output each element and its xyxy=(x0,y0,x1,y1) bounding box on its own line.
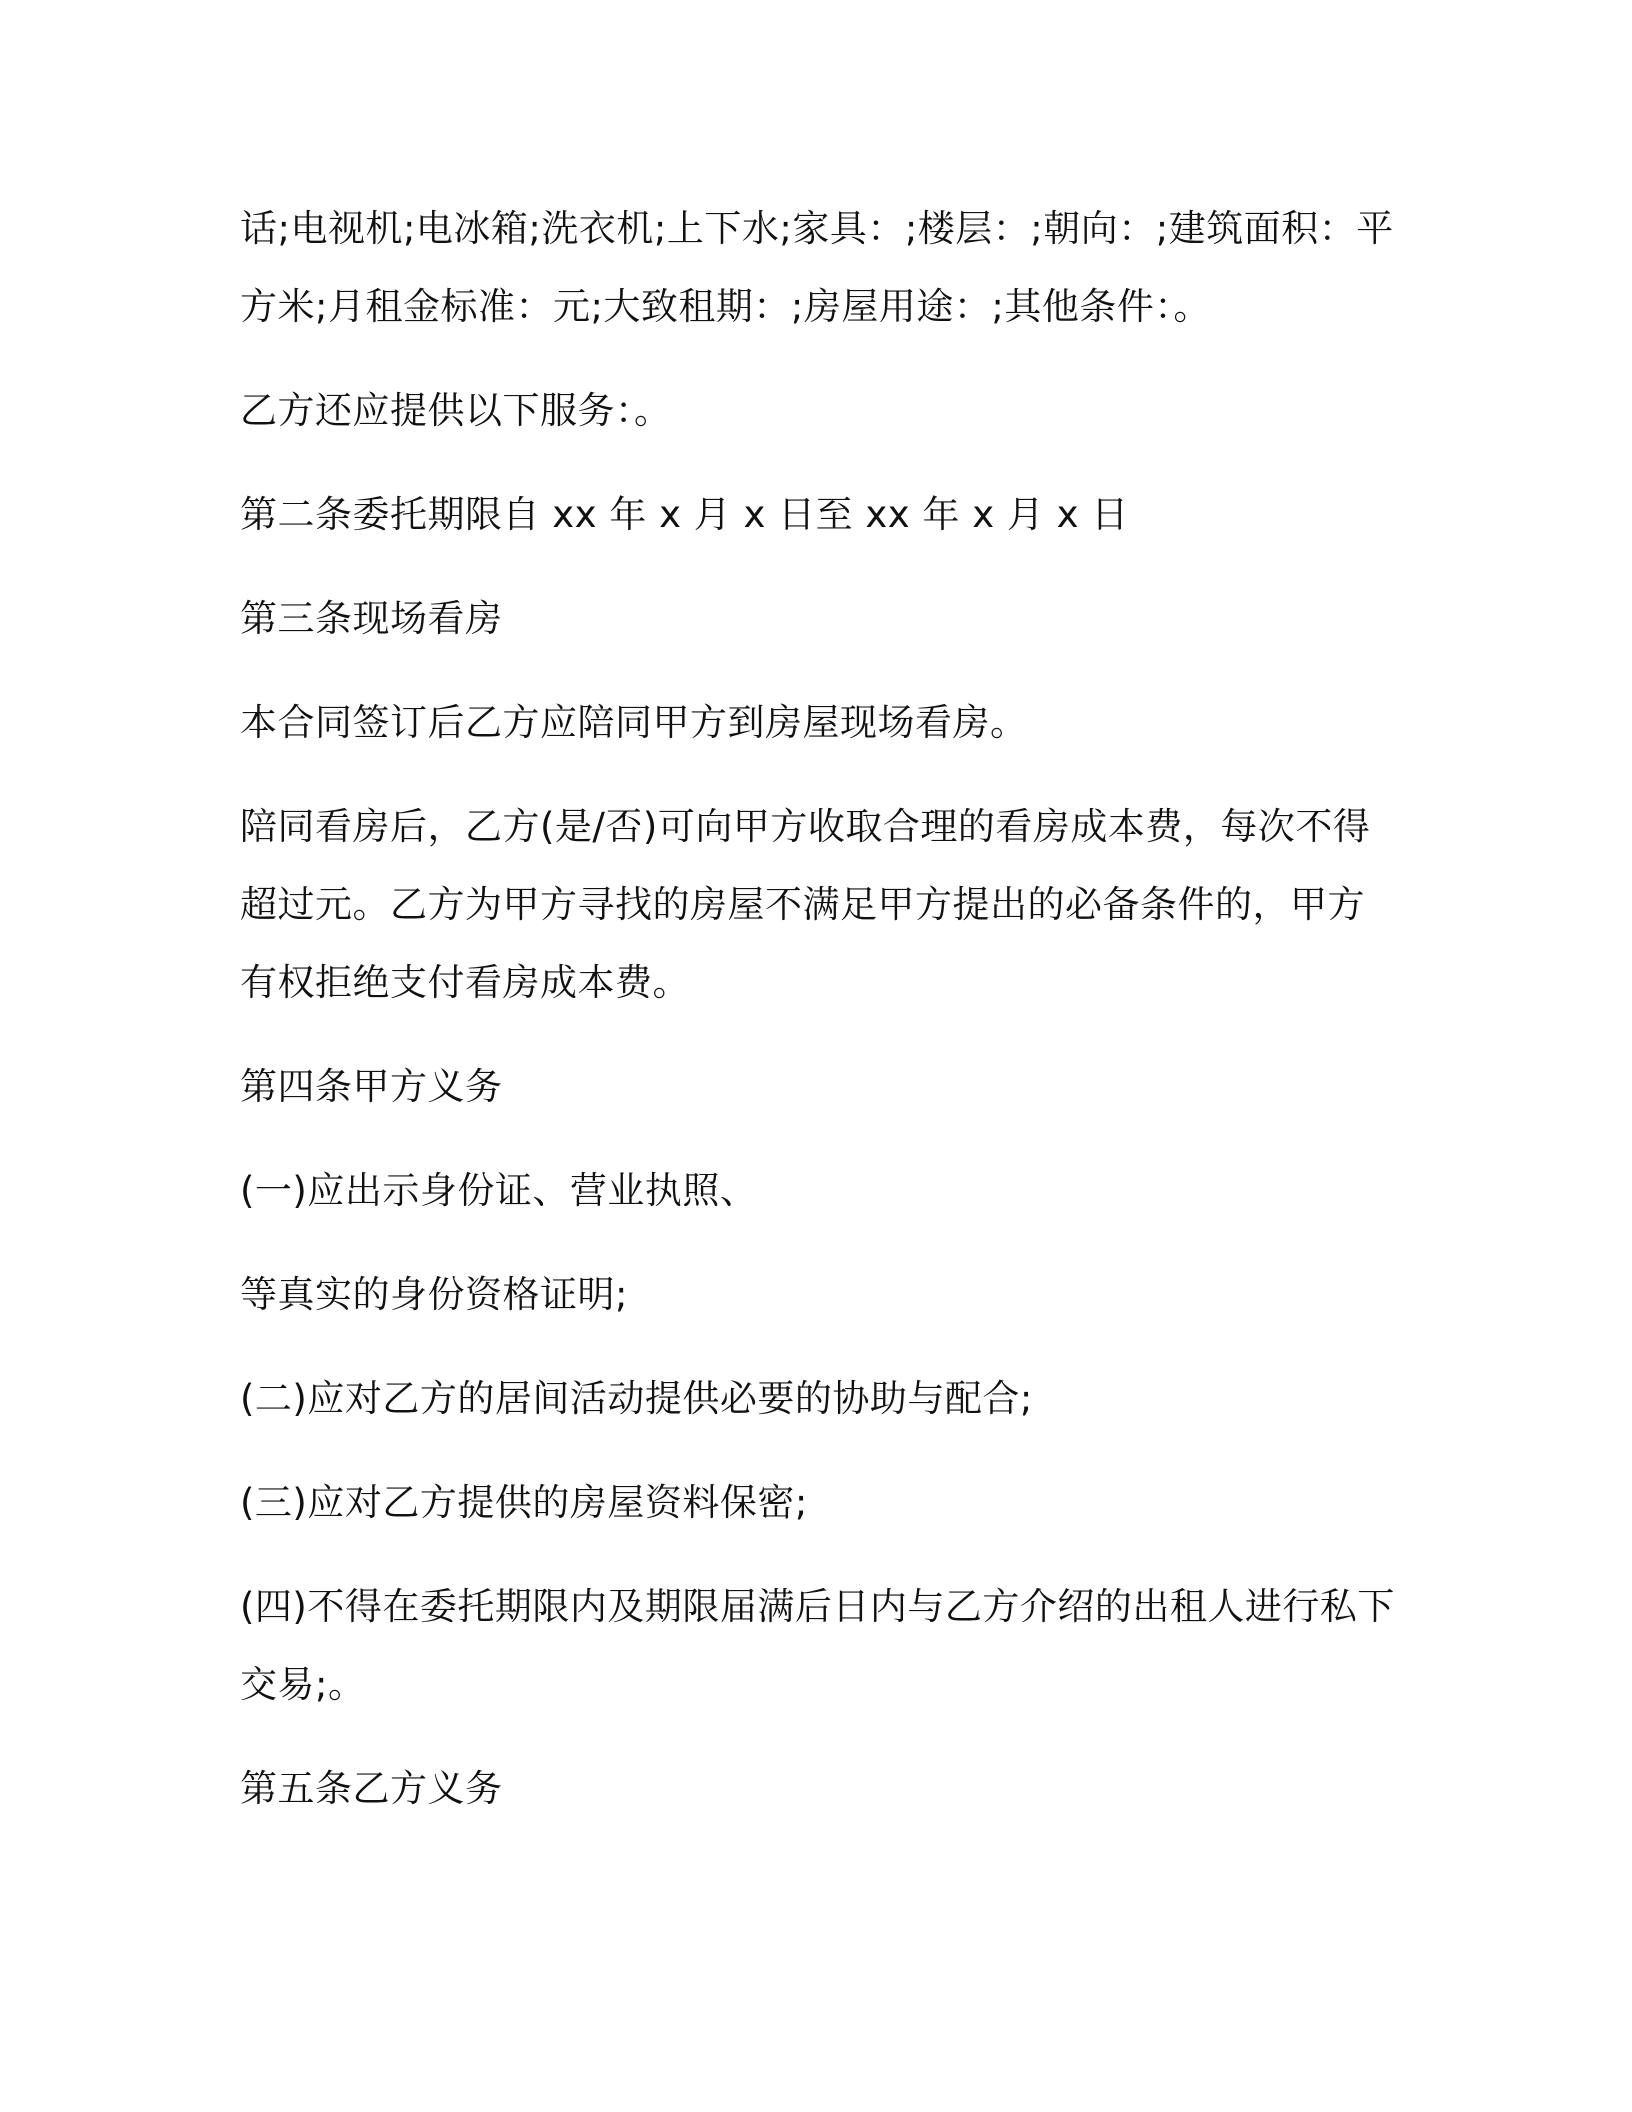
clause-4-2 xyxy=(240,1360,1400,1438)
text-line: 乙方还应提供以下服务：。 xyxy=(240,389,672,432)
clause-4-4 xyxy=(240,1568,1400,1724)
text-line: (三)应对乙方提供的房屋资料保密; xyxy=(240,1481,808,1524)
text-line: 陪同看房后，乙方(是/否)可向甲方收取合理的看房成本费，每次不得 xyxy=(240,805,1371,848)
section-heading: 第三条现场看房 xyxy=(240,597,503,640)
text-line: 本合同签订后乙方应陪同甲方到房屋现场看房。 xyxy=(240,701,1028,744)
article-5-heading xyxy=(240,1750,1400,1828)
article-3-heading xyxy=(240,580,1400,658)
text-line: (四)不得在委托期限内及期限届满后日内与乙方介绍的出租人进行私下 xyxy=(240,1585,1395,1628)
clause-4-1 xyxy=(240,1152,1400,1230)
paragraph-property-details xyxy=(240,190,1400,346)
article-4-heading xyxy=(240,1048,1400,1126)
document-page xyxy=(240,190,1400,1854)
text-line: (二)应对乙方的居间活动提供必要的协助与配合; xyxy=(240,1377,1033,1420)
text-line: 超过元。乙方为甲方寻找的房屋不满足甲方提出的必备条件的，甲方 xyxy=(240,883,1365,926)
clause-4-1-continued xyxy=(240,1256,1400,1334)
text-line: 方米;月租金标准：元;大致租期：;房屋用途：;其他条件：。 xyxy=(240,285,1211,328)
text-line: (一)应出示身份证、营业执照、 xyxy=(240,1169,758,1212)
text-line: 交易;。 xyxy=(240,1663,366,1706)
text-line: 等真实的身份资格证明; xyxy=(240,1273,628,1316)
section-heading: 第四条甲方义务 xyxy=(240,1065,503,1108)
clause-4-3 xyxy=(240,1464,1400,1542)
paragraph-additional-services xyxy=(240,372,1400,450)
text-line: 话;电视机;电冰箱;洗衣机;上下水;家具：;楼层：;朝向：;建筑面积：平 xyxy=(240,207,1394,250)
text-line: 有权拒绝支付看房成本费。 xyxy=(240,961,690,1004)
text-line: 第二条委托期限自 xx 年 x 月 x 日至 xx 年 x 月 x 日 xyxy=(240,493,1129,536)
section-heading: 第五条乙方义务 xyxy=(240,1767,503,1810)
paragraph-viewing-fee xyxy=(240,788,1400,1022)
article-2-term xyxy=(240,476,1400,554)
paragraph-accompany-viewing xyxy=(240,684,1400,762)
